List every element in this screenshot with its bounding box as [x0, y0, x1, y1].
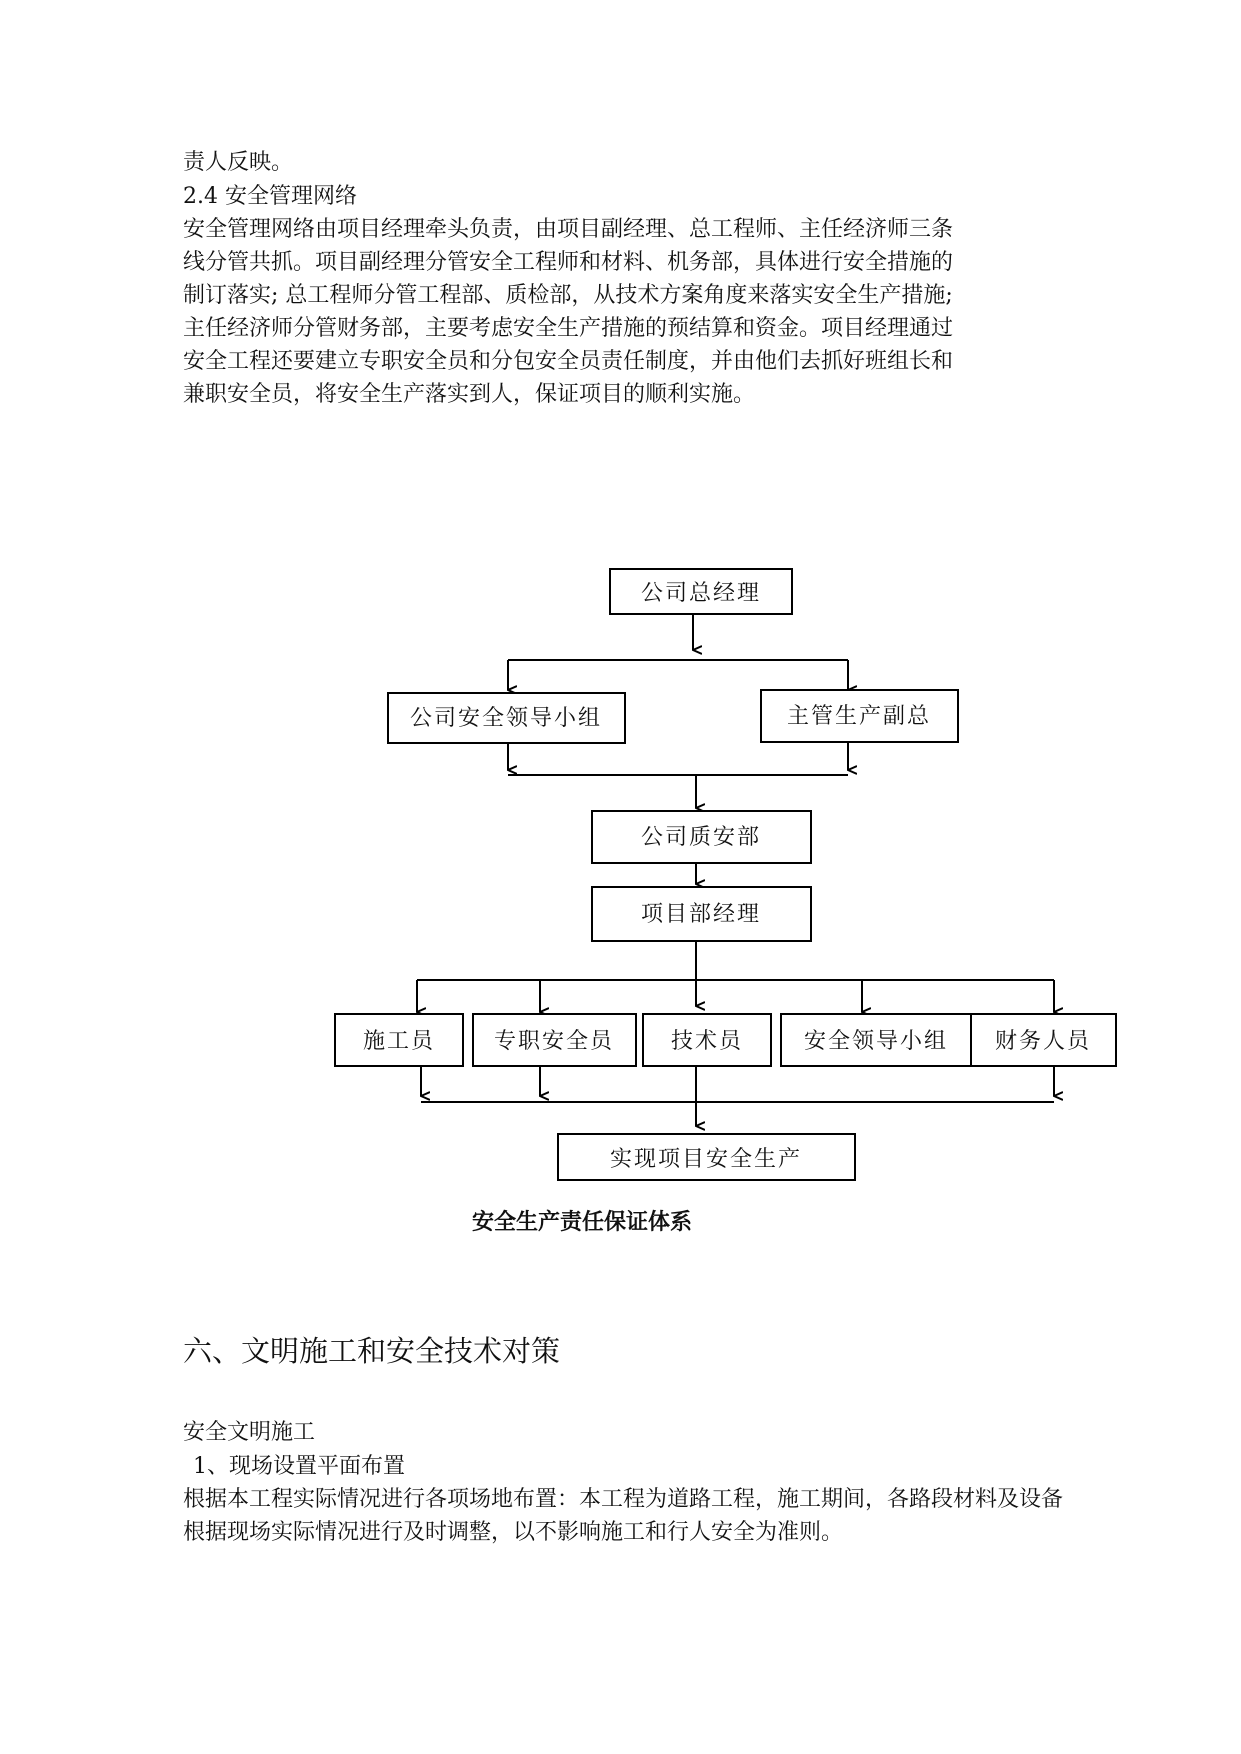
- paragraph-line: 线分管共抓。项目副经理分管安全工程师和材料、机务部，具体进行安全措施的: [183, 250, 954, 275]
- box-general-manager: [610, 569, 792, 614]
- box-label: 主管生产副总: [786, 704, 932, 729]
- paragraph-line: 根据现场实际情况进行及时调整，以不影响施工和行人安全为准则。: [183, 1520, 844, 1545]
- box-project-manager: [592, 887, 811, 941]
- box-production-vp: [761, 690, 958, 742]
- box-label: 项目部经理: [640, 902, 762, 927]
- paragraph-line: 主任经济师分管财务部，主要考虑安全生产措施的预结算和资金。项目经理通过: [183, 316, 954, 341]
- subsection-heading: 2.4 安全管理网络: [183, 184, 357, 209]
- box-label: 施工员: [362, 1029, 436, 1054]
- box-label: 专职安全员: [493, 1029, 615, 1054]
- paragraph-line: 安全管理网络由项目经理牵头负责，由项目副经理、总工程师、主任经济师三条: [183, 217, 954, 242]
- paragraph-line: 兼职安全员，将安全生产落实到人，保证项目的顺利实施。: [183, 382, 756, 407]
- box-safety-officer: [473, 1014, 636, 1066]
- section-heading: 六、文明施工和安全技术对策: [183, 1334, 561, 1368]
- box-label: 安全领导小组: [803, 1029, 949, 1054]
- text-line: 责人反映。: [183, 150, 294, 175]
- box-label: 公司总经理: [640, 581, 762, 606]
- box-safety-team: [781, 1014, 971, 1066]
- list-item: 1、现场设置平面布置: [193, 1454, 405, 1479]
- box-qa-department: [592, 811, 811, 863]
- paragraph-line: 制订落实; 总工程师分管工程部、质检部，从技术方案角度来落实安全生产措施;: [183, 283, 953, 308]
- box-label: 公司安全领导小组: [409, 706, 603, 731]
- subsection-title: 安全文明施工: [183, 1420, 316, 1445]
- box-technician: [643, 1014, 771, 1066]
- box-label: 实现项目安全生产: [609, 1147, 803, 1172]
- paragraph-line: 根据本工程实际情况进行各项场地布置：本工程为道路工程，施工期间，各路段材料及设备: [183, 1487, 1064, 1512]
- box-label: 技术员: [670, 1029, 744, 1054]
- paragraph-line: 安全工程还要建立专职安全员和分包安全员责任制度，并由他们去抓好班组长和: [183, 349, 954, 374]
- box-label: 财务人员: [994, 1029, 1092, 1054]
- diagram-caption: 安全生产责任保证体系: [472, 1210, 693, 1235]
- box-constructor: [335, 1014, 463, 1066]
- box-label: 公司质安部: [640, 825, 762, 850]
- box-safety-leadership-group: [388, 693, 625, 743]
- box-project-safety-goal: [558, 1134, 855, 1180]
- box-finance-staff: [971, 1014, 1116, 1066]
